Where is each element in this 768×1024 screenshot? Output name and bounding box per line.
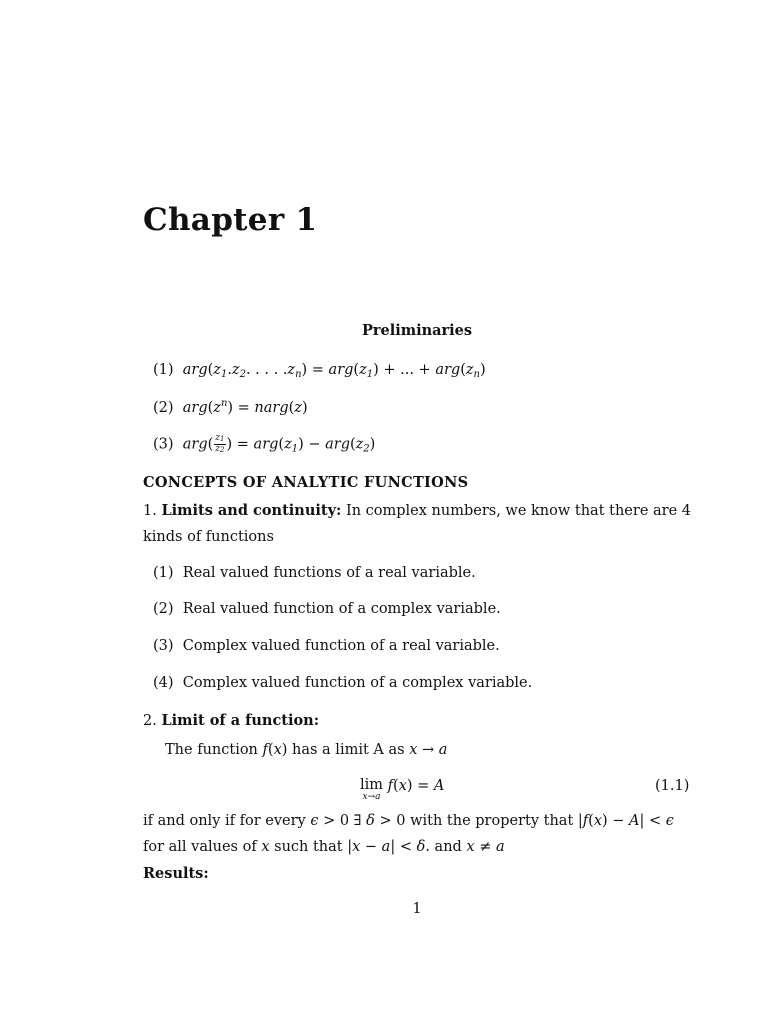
results-label: Results:: [143, 865, 209, 882]
prelim-item-3: (3) arg( $\frac{z_1}{z_2}$ ) = $arg(z_1) - arg(z_2)$: [153, 433, 376, 455]
kind-item-3: [153, 638, 500, 654]
limit-definition: if and only if for every ϵ > 0 ∃ δ > 0 with the property that |f(x) − A| < ϵ for all values of x such that |x − a| < δ. and x ≠ a: [143, 813, 674, 855]
kind-item-text: Real valued functions of a real variable.: [182, 565, 476, 581]
equation-number: (1.1): [655, 778, 690, 794]
kind-item-2: [153, 601, 501, 617]
prelim-item-1: (1) $arg(z_1.z_2$. . . . $.z_n) = arg(z_1)$ + ... + $arg(z_n)$: [153, 362, 486, 380]
page-number: 1: [412, 901, 422, 917]
fraction: $\frac{z_1}{z_2}$: [215, 433, 225, 454]
kind-item-number: (2): [153, 601, 174, 617]
limits-label: Limits and continuity:: [161, 502, 342, 519]
kind-item-text: Real valued function of a complex variable.: [182, 601, 501, 617]
kind-item-number: (4): [153, 675, 174, 691]
chapter-title: Chapter 1: [143, 202, 318, 238]
limit-fn-number: 2.: [143, 713, 157, 729]
section-heading: CONCEPTS OF ANALYTIC FUNCTIONS: [143, 474, 469, 491]
prelim-item-number: (3): [153, 436, 174, 453]
limit-fn-label: Limit of a function:: [161, 712, 320, 729]
kind-item-4: [153, 675, 532, 691]
limit-fn-heading: [143, 712, 319, 729]
preliminaries-heading: Preliminaries: [361, 322, 473, 339]
limit-equation: lim x→a f(x) = A: [360, 777, 445, 802]
limits-number: 1.: [143, 503, 157, 519]
limit-subscript: x→a: [362, 792, 381, 802]
prelim-item-number: (2): [153, 400, 174, 416]
kind-item-1: [153, 565, 476, 581]
prelim-item-2: (2) $arg(z^n)$ = narg(z): [153, 398, 308, 416]
kind-item-text: Complex valued function of a complex variable.: [182, 675, 533, 691]
kind-item-number: (1): [153, 565, 174, 581]
kind-item-text: Complex valued function of a real variable.: [182, 638, 500, 654]
kind-item-number: (3): [153, 638, 174, 654]
prelim-item-number: (1): [153, 362, 174, 378]
limits-text: In complex numbers, we know that there are 4 kinds of functions: [143, 503, 691, 545]
limits-paragraph: [143, 498, 693, 550]
limit-fn-intro: The function f(x) has a limit A as x → a: [165, 742, 448, 758]
